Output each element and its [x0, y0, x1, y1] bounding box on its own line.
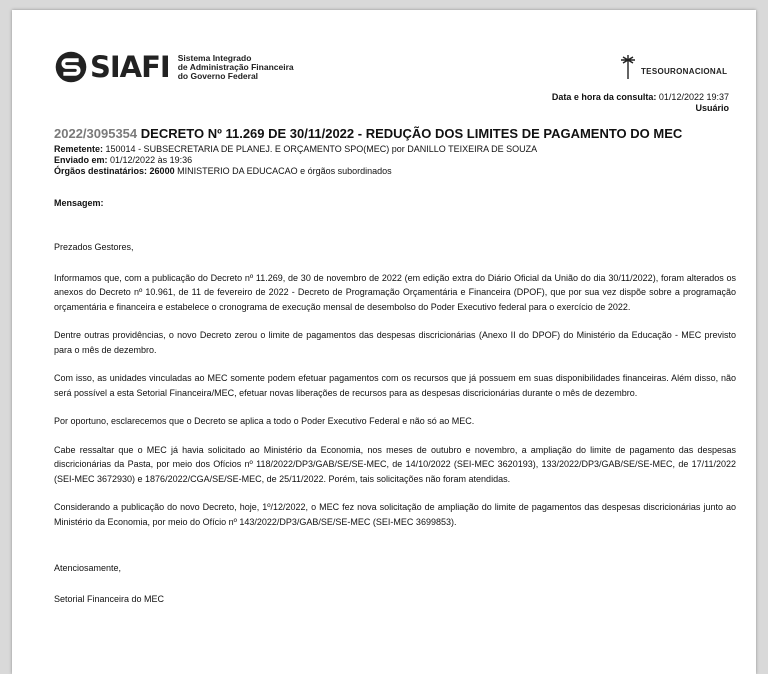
mensagem-label: Mensagem:	[54, 198, 104, 208]
message-body	[54, 240, 736, 620]
tesouro-label: TESOURONACIONAL	[641, 67, 728, 76]
remetente-value: 150014 - SUBSECRETARIA DE PLANEJ. E ORÇAMENTO SPO(MEC) por DANILLO TEIXEIRA DE SOUZA	[105, 144, 538, 154]
document-header	[12, 10, 756, 130]
message-paragraph: Informamos que, com a publicação do Decreto nº 11.269, de 30 de novembro de 2022 (em edição extra do Diário Oficial da União do dia 30/11/2022), foram alterados os anexos do Decreto nº 10.961, de 11 de fevereiro de 2022 - Decreto de Programação Orçamentária e Financeira (DPOF), que por sua vez dispõe sobre a programação orçamentária e financeira e estabelece o cronograma de execução mensal de desembolso do Poder Executivo federal para o exercício de 2022.	[54, 272, 736, 312]
siafi-wordmark: SIAFI	[90, 49, 170, 84]
remetente-label: Remetente:	[54, 144, 104, 154]
document-title	[54, 126, 744, 141]
document-page	[12, 10, 756, 674]
orgaos-label: Órgãos destinatários:	[54, 166, 148, 176]
document-number: 2022/3095354	[54, 126, 138, 141]
enviado-label: Enviado em:	[54, 155, 108, 165]
orgaos-code: 26000	[149, 166, 175, 176]
message-paragraph: Dentre outras providências, o novo Decreto zerou o limite de pagamentos das despesas discricionárias (Anexo II do DPOF) do Ministério da Educação - MEC previsto para o mês de dezembro.	[54, 330, 736, 355]
consulta-label: Data e hora da consulta:	[551, 92, 657, 102]
signature-text: Setorial Financeira do MEC	[54, 593, 165, 604]
tesouro-emblem-icon	[617, 54, 639, 80]
message-paragraph: Por oportuno, esclarecemos que o Decreto se aplica a todo o Poder Executivo Federal e não só ao MEC.	[54, 416, 475, 426]
consultation-info	[552, 92, 729, 114]
siafi-logo	[54, 50, 294, 84]
siafi-emblem-icon	[54, 50, 88, 84]
tesouro-nacional-logo	[617, 54, 727, 80]
enviado-value: 01/12/2022 às 19:36	[110, 155, 193, 165]
message-paragraph: Prezados Gestores,	[54, 242, 134, 252]
document-title-text: DECRETO Nº 11.269 DE 30/11/2022 - REDUÇÃO DOS LIMITES DE PAGAMENTO DO MEC	[140, 126, 683, 141]
document-meta	[54, 144, 537, 177]
consulta-value: 01/12/2022 19:37	[658, 92, 729, 102]
message-paragraph: Com isso, as unidades vinculadas ao MEC somente podem efetuar pagamentos com os recursos que já possuem em suas disponibilidades financeiras. Além disso, não será possível a esta Setorial Financeira/MEC, efetuar novas liberações de recursos para as despesas discricionárias durante o mês de dezembro.	[54, 373, 736, 398]
message-paragraph: Considerando a publicação do novo Decreto, hoje, 1º/12/2022, o MEC fez nova solicitação de ampliação do limite de pagamentos das despesas discricionárias junto ao Ministério da Economia, por meio do Ofício nº 143/2022/DP3/GAB/SE/SE-MEC (SEI-MEC 3699853).	[54, 502, 736, 527]
usuario-label: Usuário	[695, 103, 729, 113]
siafi-description: Sistema Integrado de Administração Financeira do Governo Federal	[177, 52, 294, 81]
message-paragraph: Cabe ressaltar que o MEC já havia solicitado ao Ministério da Economia, nos meses de outubro e novembro, a ampliação do limite de pagamento das despesas discricionárias da Pasta, por meio dos Ofícios nº 118/2022/DP3/GAB/SE/SE-MEC, de 14/10/2022 (SEI-MEC 3620193), 133/2022/DP3/GAB/SE/SE-MEC, de 17/11/2022 (SEI-MEC 3672930) e 1876/2022/CGA/SE/SE-MEC, de 25/11/2022. Porém, tais solicitações não foram atendidas.	[54, 444, 736, 484]
orgaos-value: MINISTERIO DA EDUCACAO e órgãos subordinados	[177, 166, 392, 176]
closing-text: Atenciosamente,	[54, 563, 122, 573]
